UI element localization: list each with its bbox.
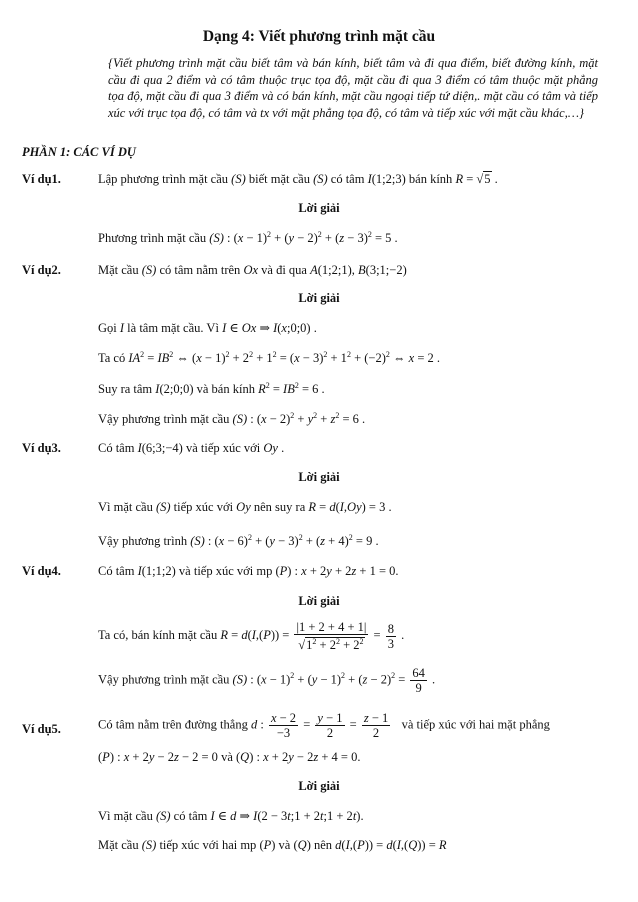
- example-4-solution-label: Lời giải: [298, 594, 340, 608]
- example-5-solution-line-1: Vì mặt cầu (S) có tâm I ∈ d ⇒ I(2 − 3t;1 + 2t;1 + 2t).: [98, 809, 364, 823]
- example-3-solution-label: Lời giải: [298, 470, 340, 484]
- example-5-problem-line-1: Có tâm nằm trên đường thẳng d : $\frac{x - 2}{-3}$ = $\frac{y - 1}{2}$ = $\frac{z - 1}{2}$ và tiếp xúc với hai mặt phẳng: [98, 711, 550, 740]
- example-3-solution-line-1: Vì mặt cầu (S) tiếp xúc với Oy nên suy ra R = d(I,Oy) = 3 .: [98, 500, 392, 514]
- example-2-solution-label: Lời giải: [298, 291, 340, 305]
- intro-paragraph: {Viết phương trình mặt cầu biết tâm và bán kính, biết tâm và đi qua điểm, biết đường kính, mặt cầu đi qua 2 điểm và có tâm thuộc trục tọa độ, mặt cầu đi qua 3 điểm có tâm thuộc mặt phẳng tọa độ, mặt cầu đi qua 3 điểm và có bán kính, mặt cầu ngoại tiếp tứ diện,. mặt cầu có tâm và tiếp xúc với trục tọa độ, có tâm và tx với mặt phẳng tọa độ, có tâm và tiếp xúc với mặt cầu khác,…}: [108, 56, 598, 120]
- example-3-label: Ví dụ3.: [22, 441, 61, 455]
- example-5-solution-label: Lời giải: [298, 779, 340, 793]
- example-2-solution-line-2: Ta có $IA^2 = IB^2$ ⇔ $(x - 1)^2 + 2^2 + 1^2 = (x - 3)^2 + 1^2 + (-2)^2$ ⇔ x = 2 .: [98, 350, 440, 366]
- example-1-label: Ví dụ1.: [22, 172, 61, 186]
- example-3-problem: Có tâm I(6;3;−4) và tiếp xúc với Oy .: [98, 441, 285, 455]
- example-5-problem-line-2: (P) : x + 2y − 2z − 2 = 0 và (Q) : x + 2y − 2z + 4 = 0.: [98, 750, 361, 764]
- page-title: Dạng 4: Viết phương trình mặt cầu: [202, 28, 436, 45]
- example-4-label: Ví dụ4.: [22, 564, 61, 578]
- example-2-solution-line-4: Vậy phương trình mặt cầu (S) : $(x - 2)^2 + y^2 + z^2 = 6$ .: [98, 411, 366, 427]
- example-2-solution-line-1: Gọi I là tâm mặt cầu. Vì I ∈ Ox ⇒ I(x;0;0) .: [98, 321, 317, 335]
- example-4-solution-line-1: Ta có, bán kính mặt cầu R = d(I,(P)) = $\frac{|1 + 2 + 4 + 1|}{√1^2 + 2^2 + 2^2}$ = $\frac{8}{3}$ .: [98, 620, 405, 653]
- example-2-problem: Mặt cầu (S) có tâm nằm trên Ox và đi qua A(1;2;1), B(3;1;−2): [98, 263, 407, 277]
- example-3-solution-line-2: Vậy phương trình (S) : $(x - 6)^2 + (y - 3)^2 + (z + 4)^2 = 9$ .: [98, 533, 379, 549]
- example-5-label: Ví dụ5.: [22, 722, 61, 736]
- example-2-solution-line-3: Suy ra tâm I(2;0;0) và bán kính $R^2 = IB^2 = 6$ .: [98, 381, 325, 397]
- example-4-problem: Có tâm I(1;1;2) và tiếp xúc với mp (P) : x + 2y + 2z + 1 = 0.: [98, 564, 399, 578]
- example-1-solution-line: Phương trình mặt cầu (S) : $(x - 1)^2 + (y - 2)^2 + (z - 3)^2 = 5$ .: [98, 230, 398, 246]
- part-heading: PHẦN 1: CÁC VÍ DỤ: [22, 145, 136, 159]
- example-2-label: Ví dụ2.: [22, 263, 61, 277]
- example-5-solution-line-2: Mặt cầu (S) tiếp xúc với hai mp (P) và (Q) nên d(I,(P)) = d(I,(Q)) = R: [98, 838, 447, 852]
- example-1-solution-label: Lời giải: [298, 201, 340, 215]
- example-1-problem: Lập phương trình mặt cầu (S) biết mặt cầu (S) có tâm I(1;2;3) bán kính R = √5 .: [98, 172, 498, 186]
- example-4-solution-line-2: Vậy phương trình mặt cầu (S) : $(x - 1)^2 + (y - 1)^2 + (z - 2)^2$ = $\frac{64}{9}$ .: [98, 666, 436, 695]
